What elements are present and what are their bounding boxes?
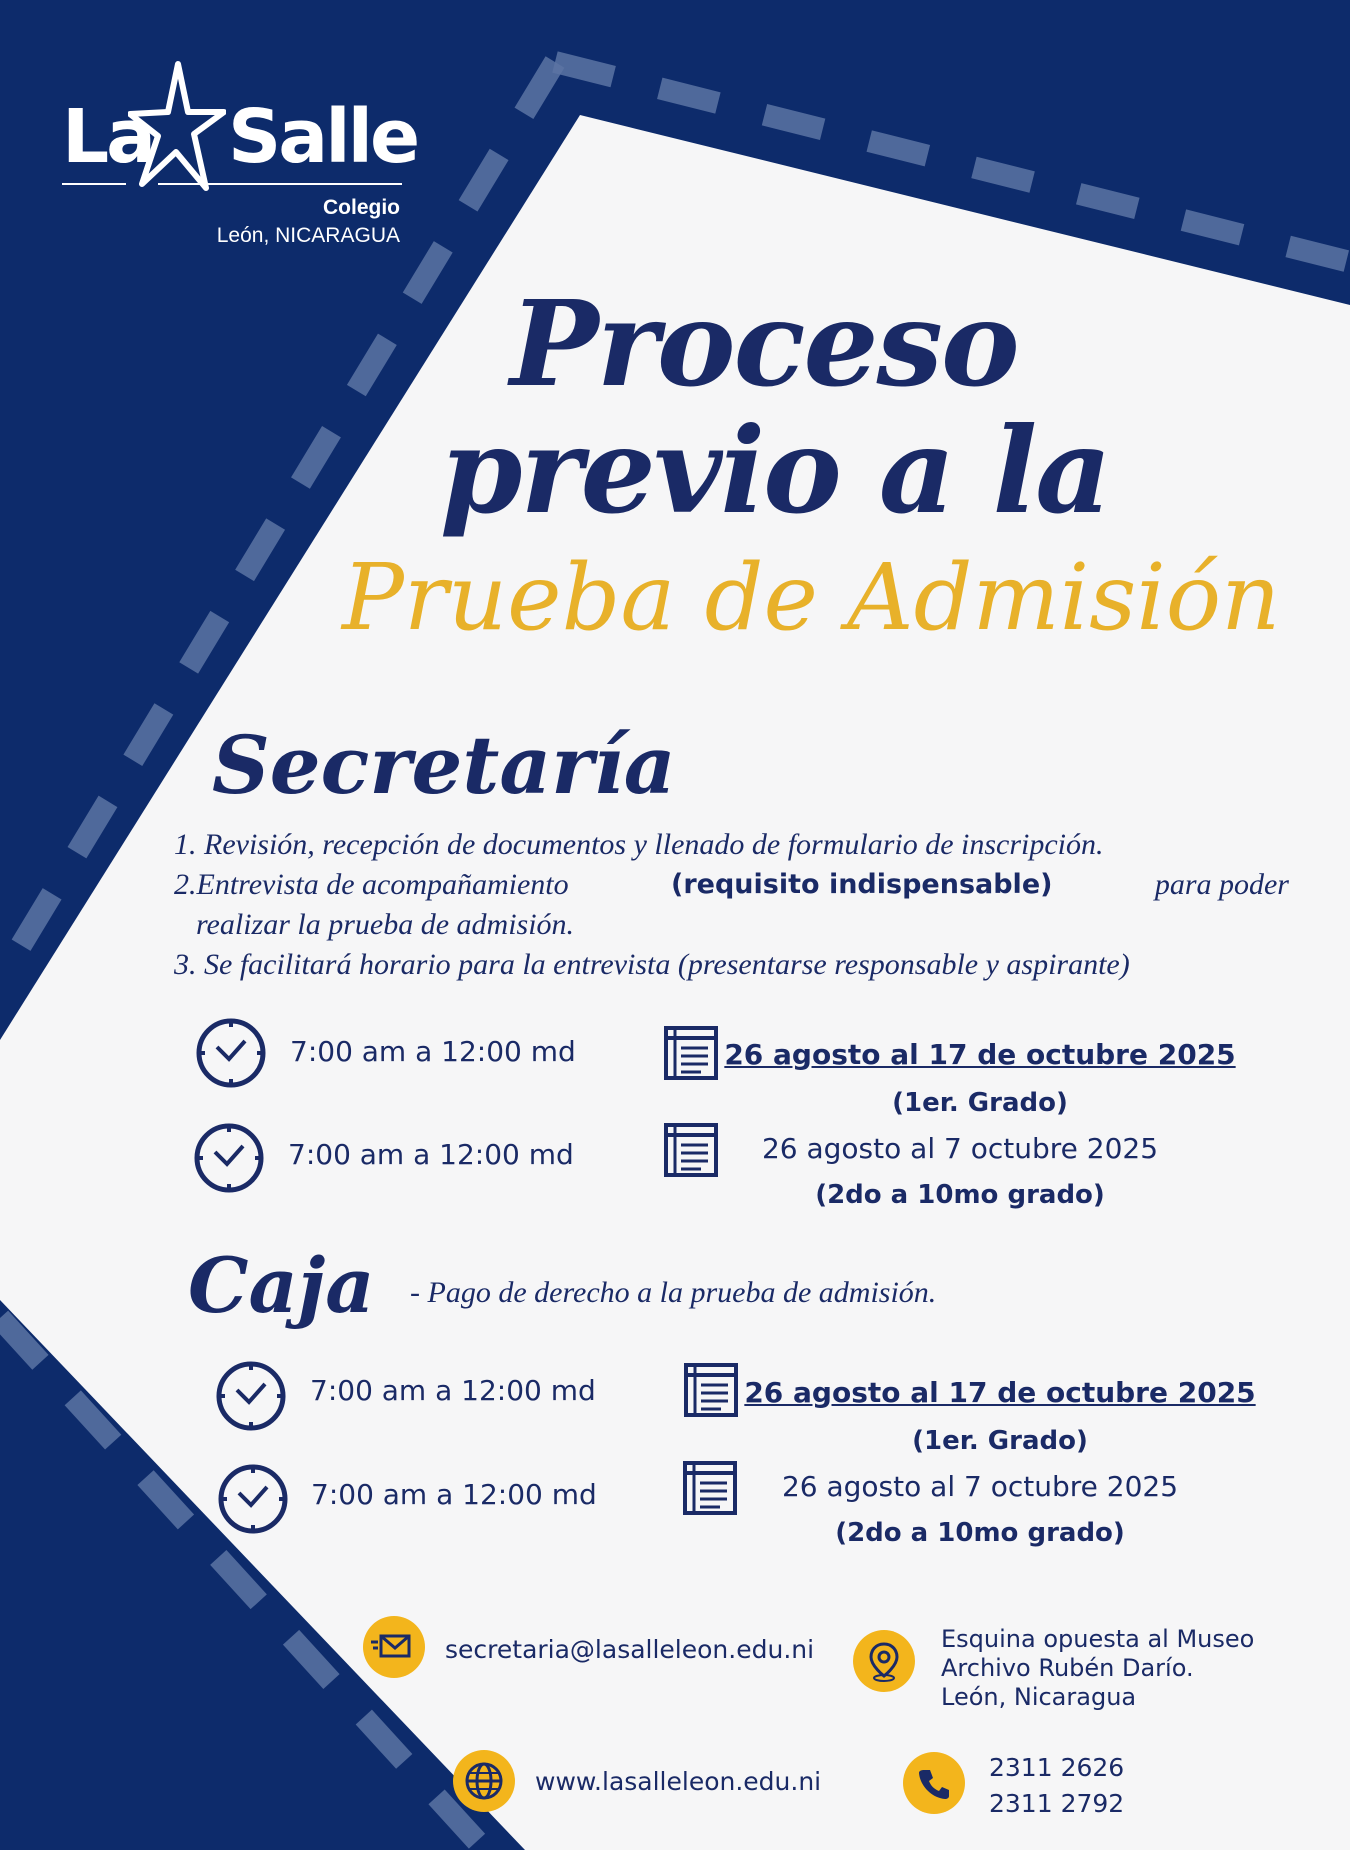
clock-icon [217, 1463, 289, 1535]
globe-icon [453, 1750, 515, 1812]
logo-rule-right [158, 183, 402, 185]
caja-dates-2: 26 agosto al 7 octubre 2025 [781, 1470, 1179, 1503]
location-pin-icon [853, 1630, 915, 1692]
secretaria-grade-1: (1er. Grado) [892, 1088, 1068, 1118]
caja-heading: Caja [188, 1241, 375, 1330]
contact-website[interactable]: www.lasalleleon.edu.ni [535, 1767, 822, 1796]
caja-time-1: 7:00 am a 12:00 md [310, 1374, 596, 1407]
title-line-1: Proceso [510, 274, 1018, 413]
secretaria-time-2: 7:00 am a 12:00 md [288, 1138, 574, 1171]
clock-icon [195, 1017, 267, 1089]
contact-address: Esquina opuesta al Museo Archivo Rubén Darío. León, Nicaragua [941, 1625, 1255, 1711]
contact-email[interactable]: secretaria@lasalleleon.edu.ni [445, 1635, 815, 1664]
logo-rule-left [62, 183, 126, 185]
secretaria-heading: Secretaría [212, 718, 676, 812]
list-item-continuation: realizar la prueba de admisión. [196, 908, 575, 941]
phone-number[interactable]: 2311 2792 [989, 1789, 1125, 1818]
clock-icon [193, 1122, 265, 1194]
logo-location: León, NICARAGUA [216, 224, 400, 247]
secretaria-grade-2: (2do a 10mo grado) [815, 1180, 1105, 1210]
title-line-2: previo a la [440, 401, 1110, 540]
mail-icon [363, 1616, 425, 1678]
phone-number[interactable]: 2311 2626 [989, 1753, 1125, 1782]
title-line-3: Prueba de Admisión [342, 544, 1281, 651]
contact-phones [989, 1750, 1124, 1822]
caja-description: - Pago de derecho a la prueba de admisión. [410, 1276, 937, 1309]
caja-time-2: 7:00 am a 12:00 md [311, 1478, 597, 1511]
caja-grade-1: (1er. Grado) [912, 1426, 1088, 1456]
caja-dates-1: 26 agosto al 17 de octubre 2025 [744, 1376, 1256, 1409]
list-item: 3. Se facilitará horario para la entrevista (presentarse responsable y aspirante) [174, 948, 1130, 981]
secretaria-dates-2: 26 agosto al 7 octubre 2025 [761, 1132, 1159, 1165]
logo-colegio: Colegio [323, 196, 400, 219]
secretaria-list [174, 825, 1289, 985]
clock-icon [215, 1360, 287, 1432]
logo-la: La [62, 94, 154, 180]
star-icon [128, 60, 226, 195]
list-item: 1. Revisión, recepción de documentos y llenado de formulario de inscripción. [174, 828, 1104, 861]
caja-grade-2: (2do a 10mo grado) [835, 1518, 1125, 1548]
phone-icon [903, 1752, 965, 1814]
logo-salle: Salle [228, 94, 418, 180]
list-item: 2.Entrevista de acompañamiento (requisito indispensable) para poder [174, 868, 1289, 901]
secretaria-time-1: 7:00 am a 12:00 md [290, 1035, 576, 1068]
secretaria-dates-1: 26 agosto al 17 de octubre 2025 [724, 1038, 1236, 1071]
